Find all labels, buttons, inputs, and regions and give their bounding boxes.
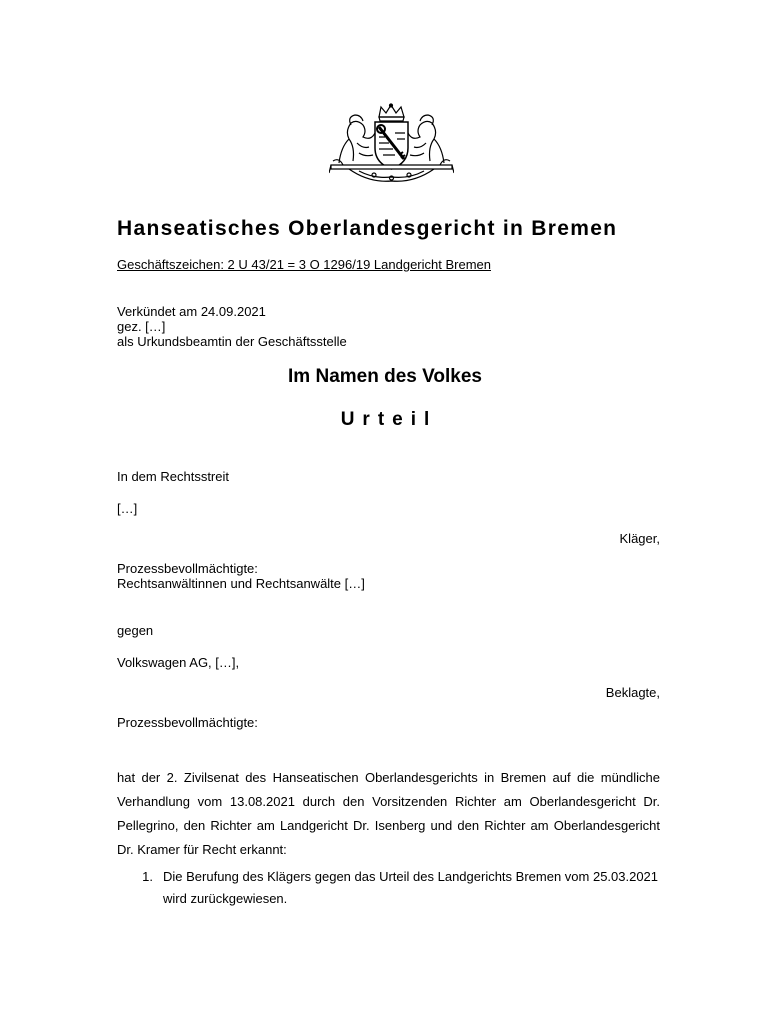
coat-of-arms-icon [329,103,454,185]
list-item-number: 1. [142,869,153,884]
list-item-text: Die Berufung des Klägers gegen das Urteil des Landgerichts Bremen vom 25.03.2021 wird zurückgewiesen. [163,869,659,906]
judgment-paragraph: hat der 2. Zivilsenat des Hanseatischen Oberlandesgerichts in Bremen auf die mündliche Verhandlung vom 13.08.2021 durch den Vorsitzenden Richter am Oberlandesgericht Dr. Pellegrino, den Richter am Landgericht Dr. Isenberg und den Richter am Oberlandesgericht Dr. Kramer für Recht erkannt: [117,770,660,857]
announcement-role: als Urkundsbeamtin der Geschäftsstelle [117,334,347,349]
plaintiff-name: […] [117,501,138,516]
plaintiff-counsel-value: Rechtsanwältinnen und Rechtsanwälte […] [117,576,365,591]
heading-urteil: Urteil [340,409,438,430]
defendant-counsel-label: Prozessbevollmächtigte: [117,715,258,730]
announcement-date: Verkündet am 24.09.2021 [117,304,266,319]
defendant-role: Beklagte, [605,685,660,700]
plaintiff-counsel-label: Prozessbevollmächtigte: [117,561,258,576]
file-reference: Geschäftszeichen: 2 U 43/21 = 3 O 1296/19 Landgericht Bremen [117,257,491,272]
court-title: Hanseatisches Oberlandesgericht in Bremen [117,217,618,240]
defendant-name: Volkswagen AG, […], [117,655,240,670]
dispute-intro: In dem Rechtsstreit [117,469,229,484]
announcement-signature: gez. […] [117,319,166,334]
plaintiff-role: Kläger, [619,531,660,546]
heading-im-namen-des-volkes: Im Namen des Volkes [288,366,482,387]
versus-label: gegen [117,623,154,638]
announcement-block [117,304,347,349]
list-item [117,866,660,910]
plaintiff-counsel [117,561,365,591]
